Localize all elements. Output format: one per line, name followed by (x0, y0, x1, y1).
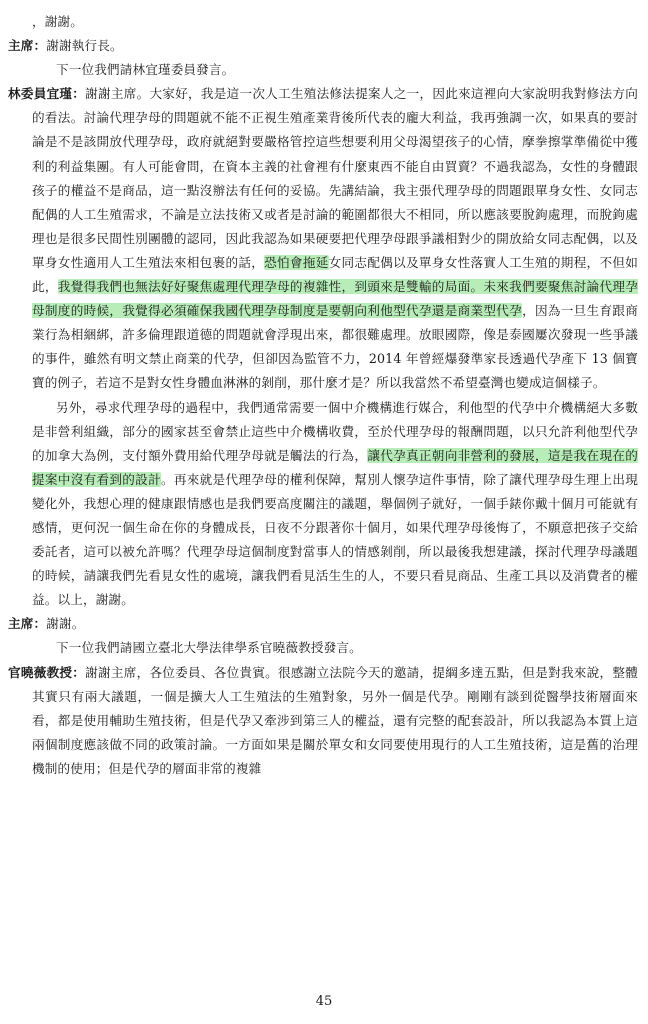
speech-text: 謝謝執行長。 (46, 38, 123, 54)
speech-text: 女同志配偶以及單身女性落實人工生殖的期程，不但如此， (32, 254, 638, 295)
speech-text: ，因為一旦生育跟商業行為相綑綁，許多倫理跟道德的問題就會浮現出來，都很難處理。放眼國際，像是泰國屢次發現一些爭議的事件，雖然有明文禁止商業的代孕，但卻因為監管不力，2014 年曾經爆發準家長透過代孕產下 13 個寶寶的例子，若這不是對女性身體血淋淋的剝削，那什麼才是？所以我當然不希望臺灣也變成這個樣子。 (32, 303, 638, 391)
highlighted-text: 我覺得我們也無法好好聚焦處理代理孕母的複雜性，到頭來是雙輸的局面。未來我們要聚焦討論代理孕母制度的時候，我覺得必須確保我國代理孕母制度是要朝向利他型代孕還是商業型代孕 (32, 279, 638, 319)
transcript-body (8, 10, 638, 781)
speech-text: 謝謝主席，各位委員、各位貴賓。很感謝立法院今天的邀請，提綱多達五點，但是對我來說，整體其實只有兩大議題，一個是擴大人工生殖法的生殖對象，另外一個是代孕。剛剛有談到從醫學技術層面來看，都是使用輔助生殖技術，但是代孕又牽涉到第三人的權益，還有完整的配套設計，所以我認為本質上這兩個制度應該做不同的政策討論。一方面如果是關於單女和女同要使用現行的人工生殖技術，這是舊的治理機制的使用；但是代孕的層面非常的複雜 (32, 664, 638, 776)
speech-text: 下一位我們請國立臺北大學法律學系官曉薇教授發言。 (56, 640, 362, 656)
highlighted-text: 恐怕會拖延 (264, 254, 329, 270)
chair-next-speaker-1 (8, 58, 638, 82)
lin-statement-para-2 (8, 396, 638, 613)
highlighted-text: 讓代孕真正朝向非營利的發展，這是我在現在的提案中沒有看到的設計 (32, 447, 638, 487)
speech-text: 下一位我們請林宜瑾委員發言。 (56, 62, 235, 78)
continued-text: ，謝謝。 (32, 14, 83, 29)
guan-statement (8, 661, 638, 781)
speech-text: 謝謝主席。大家好，我是這一次人工生殖法修法提案人之一，因此來這裡向大家說明我對修法方向的看法。討論代理孕母的問題就不能不正視生殖產業背後所代表的龐大利益，我再強調一次，如果真的要討論是不是該開放代理孕母，政府就絕對要嚴格管控這些想要利用父母渴望孩子的心情，摩拳擦掌準備從中獲利的利益集團。有人可能會問，在資本主義的社會裡有什麼東西不能自由買賣？不過我認為，女性的身體跟孩子的權益不是商品，這一點沒辦法有任何的妥協。先講結論，我主張代理孕母的問題跟單身女性、女同志配偶的人工生殖需求，不論是立法技術又或者是討論的範圍都很大不相同，所以應該要脫鉤處理，而脫鉤處理也是很多民間性別團體的認同，因此我認為如果硬要把代理孕母跟爭議相對少的開放給女同志配偶，以及單身女性適用人工生殖法來相包裹的話， (32, 86, 638, 270)
speaker-label: 林委員宜瑾： (8, 86, 86, 102)
speech-text: 另外，尋求代理孕母的過程中，我們通常需要一個中介機構進行媒合，利他型的代孕中介機構絕大多數是非營利組織，部分的國家甚至會禁止這些中介機構收費，至於代理孕母的報酬問題，以只允許利他型代孕的加拿大為例，支付額外費用給代理孕母就是觸法的行為， (32, 399, 638, 463)
speaker-label: 主席： (8, 616, 47, 632)
speech-text: 。再來就是代理孕母的權利保障，幫別人懷孕這件事情，除了讓代理孕母生理上出現變化外，我想心理的健康跟情感也是我們要高度關注的議題，舉個例子就好，一個手錶你戴十個月可能就有感情，更何況一個生命在你的身體成長，日夜不分跟著你十個月，如果代理孕母後悔了，不願意把孩子交給委託者，這可以被允許嗎？代理孕母這個制度對當事人的情感剝削，所以最後我想建議，探討代理孕母議題的時候，請讓我們先看見女性的處境，讓我們看見活生生的人，不要只看見商品、生產工具以及消費者的權益。以上，謝謝。 (32, 471, 638, 608)
chair-next-speaker-2 (8, 636, 638, 660)
speaker-label: 主席： (8, 38, 47, 54)
chair-statement-1 (8, 34, 638, 58)
continued-line (8, 10, 638, 34)
speech-text: 謝謝。 (46, 616, 85, 632)
chair-statement-2 (8, 612, 638, 636)
page-number: 45 (315, 994, 333, 1009)
lin-statement (8, 82, 638, 395)
speaker-label: 官曉薇教授： (8, 664, 86, 680)
